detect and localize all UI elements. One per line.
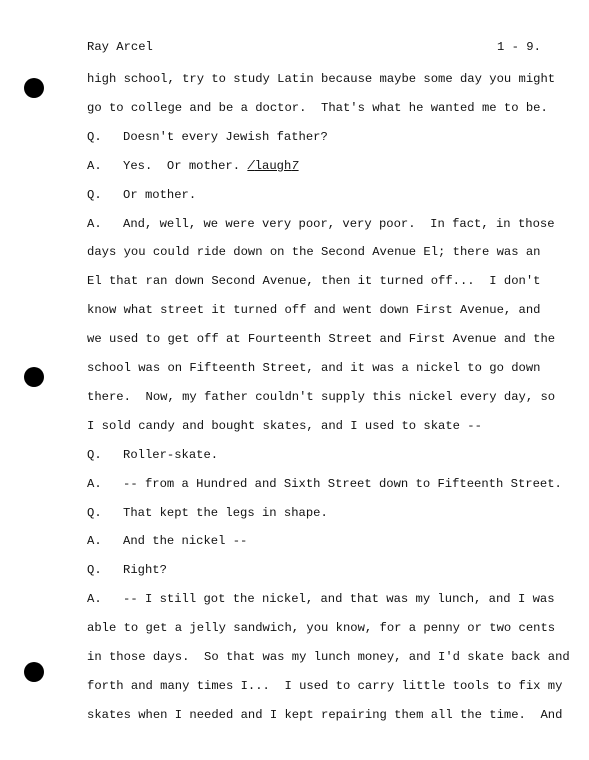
speaker-label: A. (87, 158, 102, 173)
transcript-line (87, 217, 555, 231)
stage-note: /laugh7 (247, 158, 299, 173)
binder-hole-bottom (24, 662, 44, 682)
line-text: there. Now, my father couldn't supply this nickel every day, so (87, 389, 556, 404)
binder-hole-middle (24, 367, 44, 387)
transcript-line (87, 563, 167, 577)
line-text: high school, try to study Latin because maybe some day you might (87, 72, 556, 86)
line-text: -- I still got the nickel, and that was my lunch, and I was (123, 592, 555, 607)
line-text: El that ran down Second Avenue, then it turned off... I don't (87, 274, 541, 289)
transcript-line (87, 448, 218, 462)
line-text: able to get a jelly sandwich, you know, for a penny or two cents (87, 621, 556, 636)
line-text: forth and many times I... I used to carry little tools to fix my (87, 678, 563, 693)
header-name: Ray Arcel (87, 40, 153, 54)
line-text: go to college and be a doctor. That's what he wanted me to be. (87, 100, 548, 115)
line-text: Roller-skate. (123, 447, 219, 462)
transcript-line (87, 708, 562, 722)
transcript-line (87, 303, 540, 317)
transcript-line (87, 390, 555, 404)
line-text: we used to get off at Fourteenth Street and First Avenue and the (87, 332, 556, 347)
speaker-label: Q. (87, 129, 102, 144)
transcript-line (87, 419, 482, 433)
transcript-line (87, 130, 328, 144)
transcript-line (87, 361, 540, 375)
transcript-line (87, 274, 540, 288)
transcript-line (87, 679, 562, 693)
line-text: know what street it turned off and went down First Avenue, and (87, 303, 541, 318)
page-number: 1 - 9. (497, 40, 541, 54)
speaker-label: Q. (87, 563, 102, 578)
speaker-label: Q. (87, 187, 102, 202)
transcript-line (87, 506, 328, 520)
transcript-line (87, 72, 555, 86)
speaker-label: A. (87, 476, 102, 491)
line-text: And, well, we were very poor, very poor. In fact, in those (123, 216, 555, 231)
line-text: Or mother. (123, 187, 197, 202)
speaker-label: A. (87, 534, 102, 549)
line-text: school was on Fifteenth Street, and it was a nickel to go down (87, 361, 541, 375)
line-text: days you could ride down on the Second Avenue El; there was an (87, 245, 541, 260)
line-text: That kept the legs in shape. (123, 505, 328, 520)
line-text: And the nickel -- (123, 534, 248, 549)
transcript-line (87, 650, 570, 664)
line-text: I sold candy and bought skates, and I used to skate -- (87, 418, 482, 433)
line-text: Doesn't every Jewish father? (123, 129, 328, 144)
line-text: Yes. Or mother. (123, 158, 241, 173)
binder-hole-top (24, 78, 44, 98)
transcript-line (87, 534, 247, 548)
transcript-line (87, 245, 540, 259)
transcript-line (87, 621, 555, 635)
speaker-label: Q. (87, 447, 102, 462)
speaker-label: Q. (87, 505, 102, 520)
line-text: -- from a Hundred and Sixth Street down to Fifteenth Street. (123, 476, 562, 491)
speaker-label: A. (87, 216, 102, 231)
speaker-label: A. (87, 592, 102, 607)
transcript-line (87, 332, 555, 346)
transcript-line (87, 159, 299, 173)
line-text: in those days. So that was my lunch money, and I'd skate back and (87, 650, 570, 664)
transcript-line (87, 477, 562, 491)
transcript-line (87, 101, 548, 115)
transcript-line (87, 592, 555, 606)
line-text: Right? (123, 563, 167, 578)
transcript-line (87, 188, 196, 202)
line-text: skates when I needed and I kept repairing them all the time. And (87, 707, 563, 722)
